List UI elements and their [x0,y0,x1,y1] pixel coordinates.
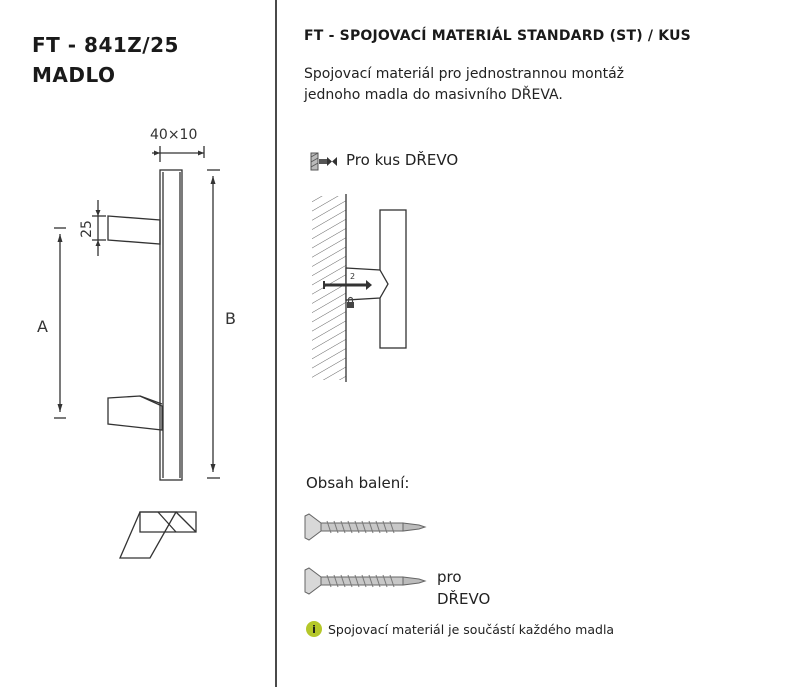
section-title: FT - SPOJOVACÍ MATERIÁL STANDARD (ST) / KUS [304,28,691,44]
wood-mount-icon [310,152,340,172]
handle-drawing [0,0,275,687]
description-line-1: Spojovací materiál pro jednostrannou montáž [304,66,625,82]
screw-purpose-label [437,566,490,610]
info-note-text: Spojovací materiál je součástí každého madla [328,621,615,637]
screw-icon-1 [303,512,433,542]
description-line-2: jednoho madla do masivního DŘEVA. [304,87,563,103]
screw-label-line-1: pro [437,568,462,586]
dim-b-label: B [225,309,236,328]
info-icon: i [306,621,322,637]
dim-a-label: A [37,317,48,336]
dim-offset-label: 25 [79,220,95,238]
product-code: FT - 841Z/25 [32,33,179,57]
section-description [304,64,624,106]
svg-text:2: 2 [350,272,356,281]
mounting-label: Pro kus DŘEVO [346,151,459,169]
mounting-diagram [300,190,420,390]
product-name: MADLO [32,63,116,87]
dim-width-label: 40×10 [150,127,198,143]
column-divider [275,0,277,687]
info-note [306,621,614,637]
screw-label-line-2: DŘEVO [437,590,491,608]
screw-icon-2 [303,566,433,596]
package-contents-label: Obsah balení: [306,474,410,492]
